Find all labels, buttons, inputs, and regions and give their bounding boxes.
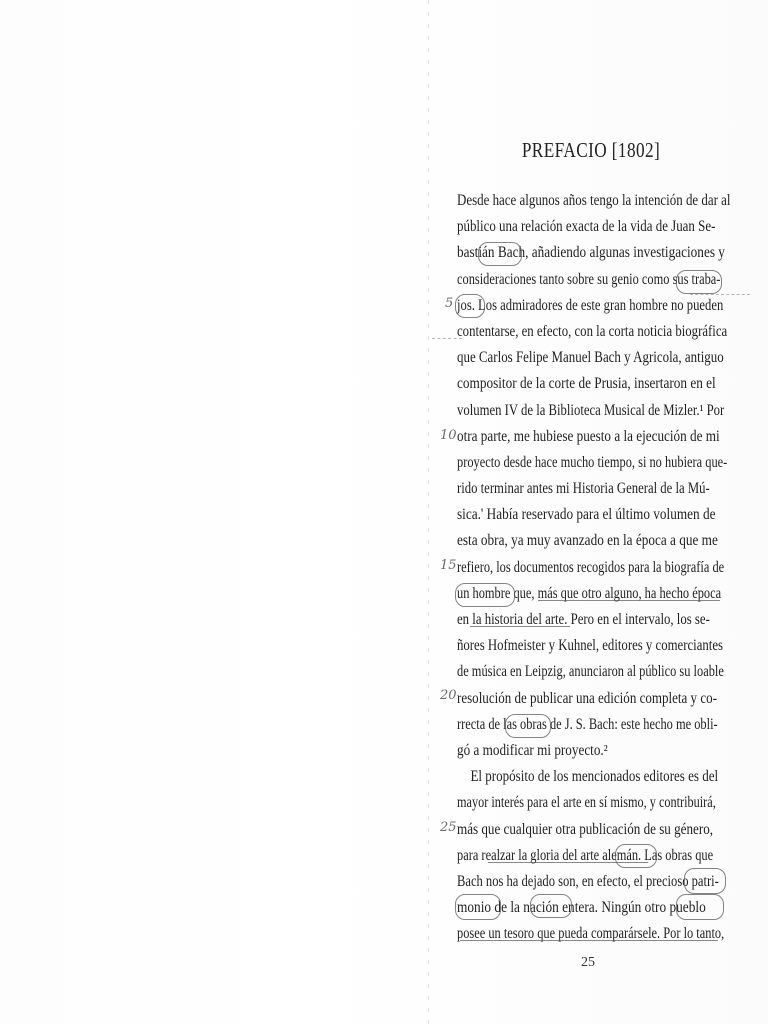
text-line: rido terminar antes mi Historia General de la Mú- [457,480,710,498]
pencil-circle-annotation [615,844,657,868]
pencil-underline [470,626,570,627]
text-line: más que cualquier otra publicación de su género, [457,820,714,838]
pencil-circle-annotation [505,714,551,738]
margin-note-25: 25 [440,820,457,835]
text-line: Bach nos ha dejado son, en efecto, el precioso patri- [457,872,719,890]
margin-note-15: 15 [440,558,457,573]
pencil-circle-annotation [684,868,726,894]
text-line: proyecto desde hace mucho tiempo, si no hubiera que- [457,453,728,471]
pencil-underline [538,600,720,601]
pencil-dash-mark [690,294,750,295]
pencil-dash-mark [432,338,462,339]
text-line: refiero, los documentos recogidos para la biografía de [457,558,725,576]
pencil-circle-annotation [676,894,724,920]
text-line: en la historia del arte. Pero en el intervalo, los se- [457,611,710,628]
text-line: público una relación exacta de la vida de Juan Se- [457,218,716,236]
text-line: Desde hace algunos años tengo la intención de dar al [457,192,731,209]
text-line: mayor interés para el arte en sí mismo, y contribuirá, [457,794,716,812]
text-line: otra parte, me hubiese puesto a la ejecución de mi [457,427,720,445]
margin-note-10: 10 [440,428,457,443]
margin-note-5: 5 [445,296,454,311]
page-number: 25 [581,955,595,970]
pencil-underline [460,940,718,941]
text-line: resolución de publicar una edición completa y co- [457,689,717,707]
text-line: consideraciones tanto sobre su genio como sus traba- [457,270,721,288]
pencil-circle-annotation [478,242,522,266]
text-line: contentarse, en efecto, con la corta noticia biográfica [457,322,728,340]
pencil-circle-annotation [455,894,501,920]
margin-note-20: 20 [440,688,457,703]
pencil-circle-annotation [455,583,515,607]
body-text [457,188,731,947]
text-line: para realzar la gloria del arte alemán. Las obras que [457,846,714,864]
text-line: posee un tesoro que pueda comparársele. Por lo tanto, [457,925,725,943]
text-line: compositor de la corte de Prusia, insertaron en el [457,375,716,393]
pencil-circle-annotation [455,294,485,318]
text-line: esta obra, ya muy avanzado en la época a que me [457,532,718,550]
text-line: monio de la nación entera. Ningún otro pueblo [457,899,706,917]
pencil-circle-annotation [530,894,572,918]
text-line: de música en Leipzig, anunciaron al público su loable [457,663,724,681]
text-line: bastián Bach, añadiendo algunas investigaciones y [457,244,725,262]
pencil-underline [488,862,648,863]
page-fold-line [428,0,429,1024]
text-line: rrecta de las obras de J. S. Bach: este hecho me obli- [457,715,718,733]
text-line: jos. Los admiradores de este gran hombre no pueden [457,296,724,314]
text-line: que Carlos Felipe Manuel Bach y Agricola, antiguo [457,349,724,367]
pencil-circle-annotation [676,270,722,294]
page-title: PREFACIO [1802] [521,138,661,162]
text-line: sica.' Había reservado para el último volumen de [457,506,716,524]
text-line: un hombre que, más que otro alguno, ha hecho época [457,584,722,602]
text-line: El propósito de los mencionados editores es del [470,768,719,786]
text-line: gó a modificar mi proyecto.² [457,741,608,759]
text-line: volumen IV de la Biblioteca Musical de Mizler.¹ Por [457,401,725,419]
text-line: ñores Hofmeister y Kuhnel, editores y comerciantes [457,637,723,655]
